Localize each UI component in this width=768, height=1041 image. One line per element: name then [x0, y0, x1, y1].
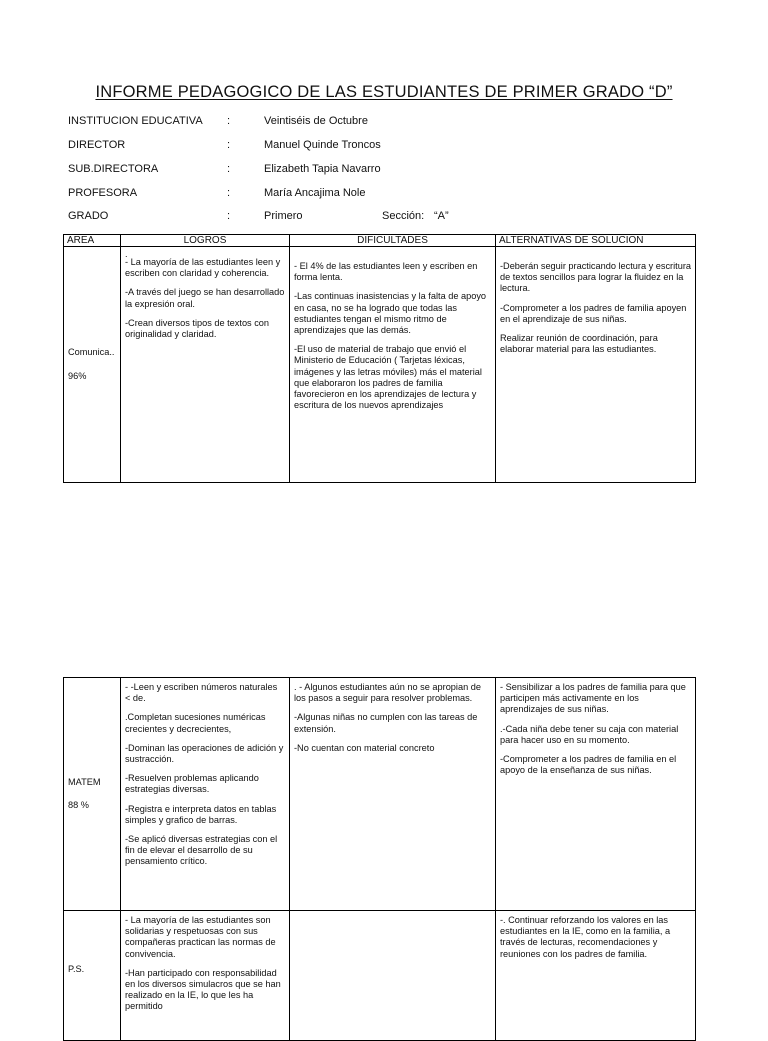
info-value: Primero	[264, 210, 303, 222]
cell-text: Realizar reunión de coordinación, para elaborar material para las estudiantes.	[500, 333, 658, 355]
info-colon: :	[227, 115, 231, 127]
cell-text: -No cuentan con material concreto	[294, 742, 435, 753]
cell-text: -Comprometer a los padres de familia en el apoyo de la enseñanza de sus niñas.	[500, 754, 677, 776]
cell-text: -El uso de material de trabajo que envió el Ministerio de Educación ( Tarjetas léxicas, imágenes y las letras móviles) más el material que elaboraron los padres de familia favorecieron en los aprendizajes de lectura y escritura de los nuevos aprendizajes	[294, 344, 482, 411]
logros-cell	[121, 911, 290, 1041]
info-colon: :	[227, 187, 231, 199]
cell-text: - La mayoría de las estudiantes son solidarias y respetuosas con sus compañeras practican las normas de convivencia.	[125, 915, 276, 959]
alternativas-cell	[496, 678, 696, 911]
cell-text: -Registra e interpreta datos en tablas simples y grafico de barras.	[125, 803, 277, 825]
area-percent: 88 %	[68, 800, 89, 810]
cell-text: - Sensibilizar a los padres de familia para que participen más activamente en los aprendizajes de sus niñas.	[500, 682, 686, 715]
info-colon: :	[227, 163, 231, 175]
info-label: SUB.DIRECTORA	[68, 163, 159, 175]
info-label: INSTITUCION EDUCATIVA	[68, 115, 203, 127]
info-value: Elizabeth Tapia Navarro	[264, 163, 381, 175]
info-colon: :	[227, 210, 231, 222]
header-area: AREA	[64, 235, 121, 247]
area-cell	[64, 678, 121, 911]
cell-text: . - Algunos estudiantes aún no se apropian de los pasos a seguir para resolver problemas.	[294, 682, 481, 704]
info-value: María Ancajima Nole	[264, 187, 366, 199]
cell-text: -Comprometer a los padres de familia apoyen en el aprendizaje de sus niñas.	[500, 302, 687, 324]
cell-text: -Las continuas inasistencias y la falta de apoyo en casa, no se ha logrado que todas las estudiantes tengan el mismo ritmo de aprendizajes que las demás.	[294, 291, 487, 336]
info-label: DIRECTOR	[68, 139, 126, 151]
table-row	[64, 678, 696, 911]
header-dificultades: DIFICULTADES	[290, 235, 496, 247]
dificultades-cell	[290, 678, 496, 911]
info-label: GRADO	[68, 210, 109, 222]
area-name: P.S.	[68, 963, 85, 974]
logros-cell	[121, 678, 290, 911]
cell-text: -Crean diversos tipos de textos con originalidad y claridad.	[125, 317, 270, 340]
cell-text: - La mayoría de las estudiantes leen y escriben con claridad y coherencia.	[125, 257, 281, 279]
cell-text: -Algunas niñas no cumplen con las tareas de extensión.	[294, 712, 478, 734]
document-title: INFORME PEDAGOGICO DE LAS ESTUDIANTES DE PRIMER GRADO “D”	[95, 83, 673, 101]
cell-text: -Deberán seguir practicando lectura y escritura de textos sencillos para lograr la fluidez en la lectura.	[500, 261, 691, 294]
dificultades-cell	[290, 247, 496, 483]
cell-text: .-Cada niña debe tener su caja con material para hacer uso en su momento.	[500, 723, 679, 745]
table-header-row	[64, 235, 696, 247]
cell-text: - -Leen y escriben números naturales < de.	[125, 682, 278, 704]
cell-text: - El 4% de las estudiantes leen y escriben en forma lenta.	[294, 261, 478, 283]
info-colon: :	[227, 139, 231, 151]
report-table-comunicacion	[63, 234, 696, 483]
dificultades-cell	[290, 911, 496, 1041]
area-name: Comunica..	[68, 347, 115, 358]
cell-text: -A través del juego se han desarrollado la expresión oral.	[125, 287, 285, 309]
cell-text: .Completan sucesiones numéricas crecientes y decrecientes,	[125, 712, 266, 734]
info-value: Manuel Quinde Troncos	[264, 139, 381, 151]
cell-text: -Se aplicó diversas estrategias con el fin de elevar el desarrollo de su pensamiento crítico.	[125, 834, 278, 867]
area-cell	[64, 247, 121, 483]
logros-cell	[121, 247, 290, 483]
info-value: Veintiséis de Octubre	[264, 115, 368, 127]
area-cell	[64, 911, 121, 1041]
alternativas-cell	[496, 247, 696, 483]
cell-text: -Dominan las operaciones de adición y sustracción.	[125, 742, 284, 765]
table-row	[64, 911, 696, 1041]
section-label: Sección:	[382, 210, 425, 222]
area-percent: 96%	[68, 370, 87, 381]
header-alternativas: ALTERNATIVAS DE SOLUCION	[496, 235, 696, 247]
report-table-continued	[63, 677, 696, 1041]
cell-text: -. Continuar reforzando los valores en las estudiantes en la IE, como en la familia, a través de lecturas, recomendaciones y reuniones con los padres de familia.	[500, 915, 671, 959]
area-name: MATEM	[68, 776, 101, 787]
cell-text: -Han participado con responsabilidad en los diversos simulacros que se han realizado en la IE, lo que les ha permitido	[125, 967, 281, 1012]
table-row	[64, 247, 696, 483]
cell-text: -Resuelven problemas aplicando estrategias diversas.	[125, 773, 259, 795]
alternativas-cell	[496, 911, 696, 1041]
section-value: “A”	[434, 210, 449, 222]
header-logros: LOGROS	[121, 235, 290, 247]
info-label: PROFESORA	[68, 187, 138, 199]
cell-text: .	[125, 249, 128, 259]
